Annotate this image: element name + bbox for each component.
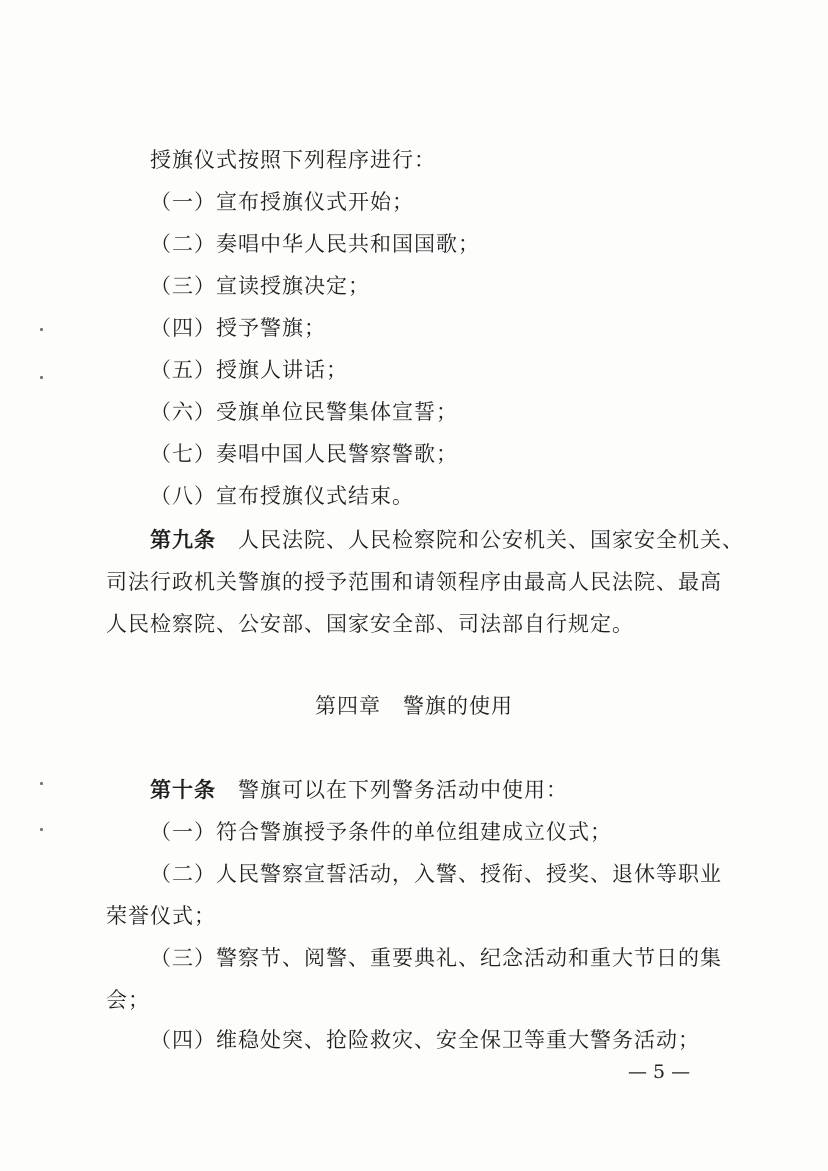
procedure-step-7: （七）奏唱中国人民警察警歌； [150,442,458,466]
procedure-intro: 授旗仪式按照下列程序进行： [150,148,436,172]
article-9-text-3: 人民检察院、公安部、国家安全部、司法部自行规定。 [106,612,634,636]
page-number: — 5 — [628,1061,691,1083]
procedure-step-8: （八）宣布授旗仪式结束。 [150,484,414,508]
scan-speck [40,782,43,785]
article-10-item-3-line-1: （三）警察节、阅警、重要典礼、纪念活动和重大节日的集 [150,946,722,970]
article-9-text-2: 司法行政机关警旗的授予范围和请领程序由最高人民法院、最高 [106,570,722,594]
chapter-number: 第四章 [315,694,381,718]
article-10-item-3-line-2: 会； [106,988,150,1012]
article-10-label: 第十条 [150,778,216,802]
procedure-step-6: （六）受旗单位民警集体宣誓； [150,400,458,424]
article-9-first-line [150,526,744,554]
chapter-heading [0,692,828,720]
article-10-item-2-line-1: （二）人民警察宣誓活动，入警、授衔、授奖、退休等职业 [150,862,722,886]
procedure-step-1: （一）宣布授旗仪式开始； [150,190,414,214]
article-9-text-1: 人民法院、人民检察院和公安机关、国家安全机关、 [238,528,744,552]
article-10-item-1: （一）符合警旗授予条件的单位组建成立仪式； [150,820,612,844]
procedure-step-5: （五）授旗人讲话； [150,358,348,382]
scan-speck [40,376,43,379]
procedure-step-4: （四）授予警旗； [150,316,326,340]
article-10-first-line [150,776,568,804]
article-9-label: 第九条 [150,528,216,552]
article-10-intro: 警旗可以在下列警务活动中使用： [238,778,568,802]
scan-speck [40,828,43,831]
article-10-item-2-line-2: 荣誉仪式； [106,904,216,928]
scan-speck [40,328,43,331]
article-10-item-4: （四）维稳处突、抢险救灾、安全保卫等重大警务活动； [150,1028,700,1052]
chapter-title: 警旗的使用 [403,694,513,718]
procedure-step-2: （二）奏唱中华人民共和国国歌； [150,232,480,256]
procedure-step-3: （三）宣读授旗决定； [150,274,370,298]
